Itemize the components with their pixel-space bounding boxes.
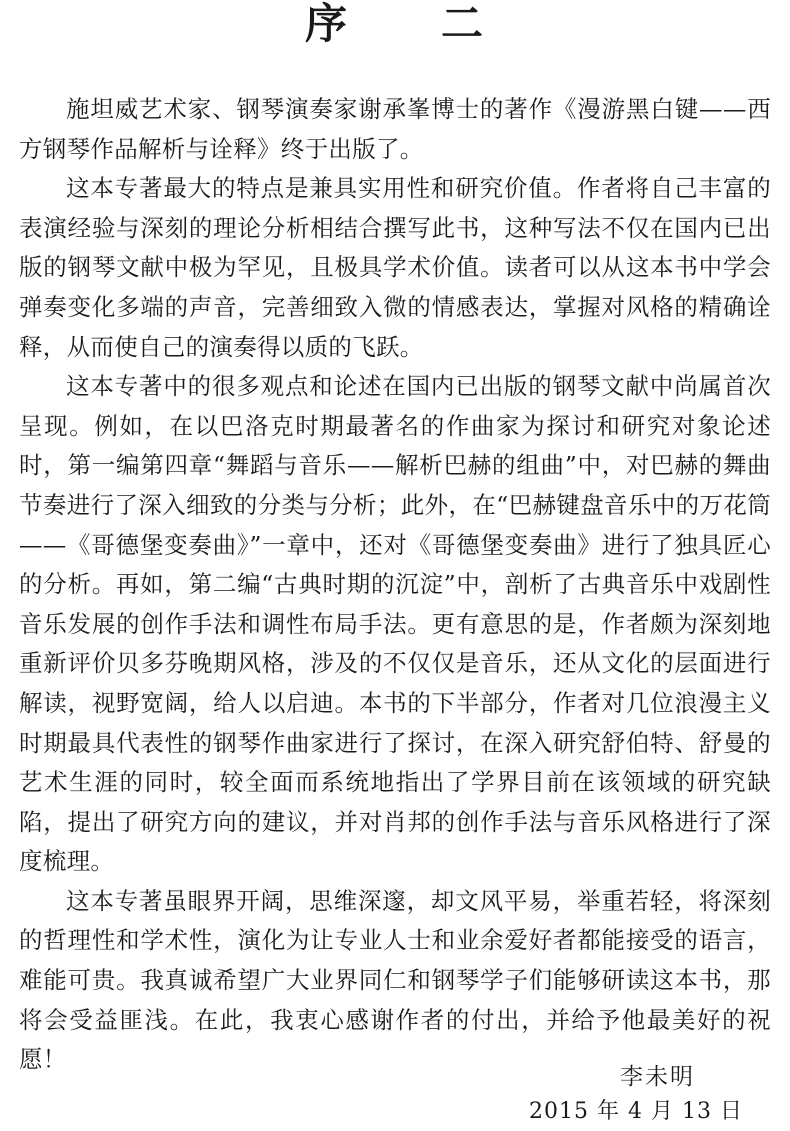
title-char-2: 二 bbox=[441, 0, 486, 48]
author-signature: 李未明 bbox=[620, 1064, 695, 1090]
paragraph-2: 这本专著最大的特点是兼具实用性和研究价值。作者将自己丰富的表演经验与深刻的理论分析相结合撰写此书，这种写法不仅在国内已出版的钢琴文献中极为罕见，且极具学术价值。读者可以从这本书中学会弹奏变化多端的声音，完善细致入微的情感表达，掌握对风格的精确诠释，从而使自己的演奏得以质的飞跃。 bbox=[19, 174, 771, 361]
signature-date: 2015 年 4 月 13 日 bbox=[529, 1099, 743, 1124]
body-text bbox=[19, 90, 771, 1080]
page-title bbox=[0, 0, 790, 54]
title-char-1: 序 bbox=[304, 0, 349, 48]
paragraph-1: 施坦威艺术家、钢琴演奏家谢承峯博士的著作《漫游黑白键——西方钢琴作品解析与诠释》终于出版了。 bbox=[19, 95, 771, 163]
paragraph-3: 这本专著中的很多观点和论述在国内已出版的钢琴文献中尚属首次呈现。例如，在以巴洛克时期最著名的作曲家为探讨和研究对象论述时，第一编第四章“舞蹈与音乐——解析巴赫的组曲”中，对巴赫的舞曲节奏进行了深入细致的分类与分析；此外，在“巴赫键盘音乐中的万花筒——《哥德堡变奏曲》”一章中，还对《哥德堡变奏曲》进行了独具匠心的分析。再如，第二编“古典时期的沉淀”中，剖析了古典音乐中戏剧性音乐发展的创作手法和调性布局手法。更有意思的是，作者颇为深刻地重新评价贝多芬晚期风格，涉及的不仅仅是音乐，还从文化的层面进行解读，视野宽阔，给人以启迪。本书的下半部分，作者对几位浪漫主义时期最具代表性的钢琴作曲家进行了探讨，在深入研究舒伯特、舒曼的艺术生涯的同时，较全面而系统地指出了学界目前在该领域的研究缺陷，提出了研究方向的建议，并对肖邦的创作手法与音乐风格进行了深度梳理。 bbox=[19, 372, 771, 876]
paragraph-4: 这本专著虽眼界开阔，思维深邃，却文风平易，举重若轻，将深刻的哲理性和学术性，演化为让专业人士和业余爱好者都能接受的语言，难能可贵。我真诚希望广大业界同仁和钢琴学子们能够研读这本书，那将会受益匪浅。在此，我衷心感谢作者的付出，并给予他最美好的祝愿！ bbox=[19, 886, 771, 1074]
